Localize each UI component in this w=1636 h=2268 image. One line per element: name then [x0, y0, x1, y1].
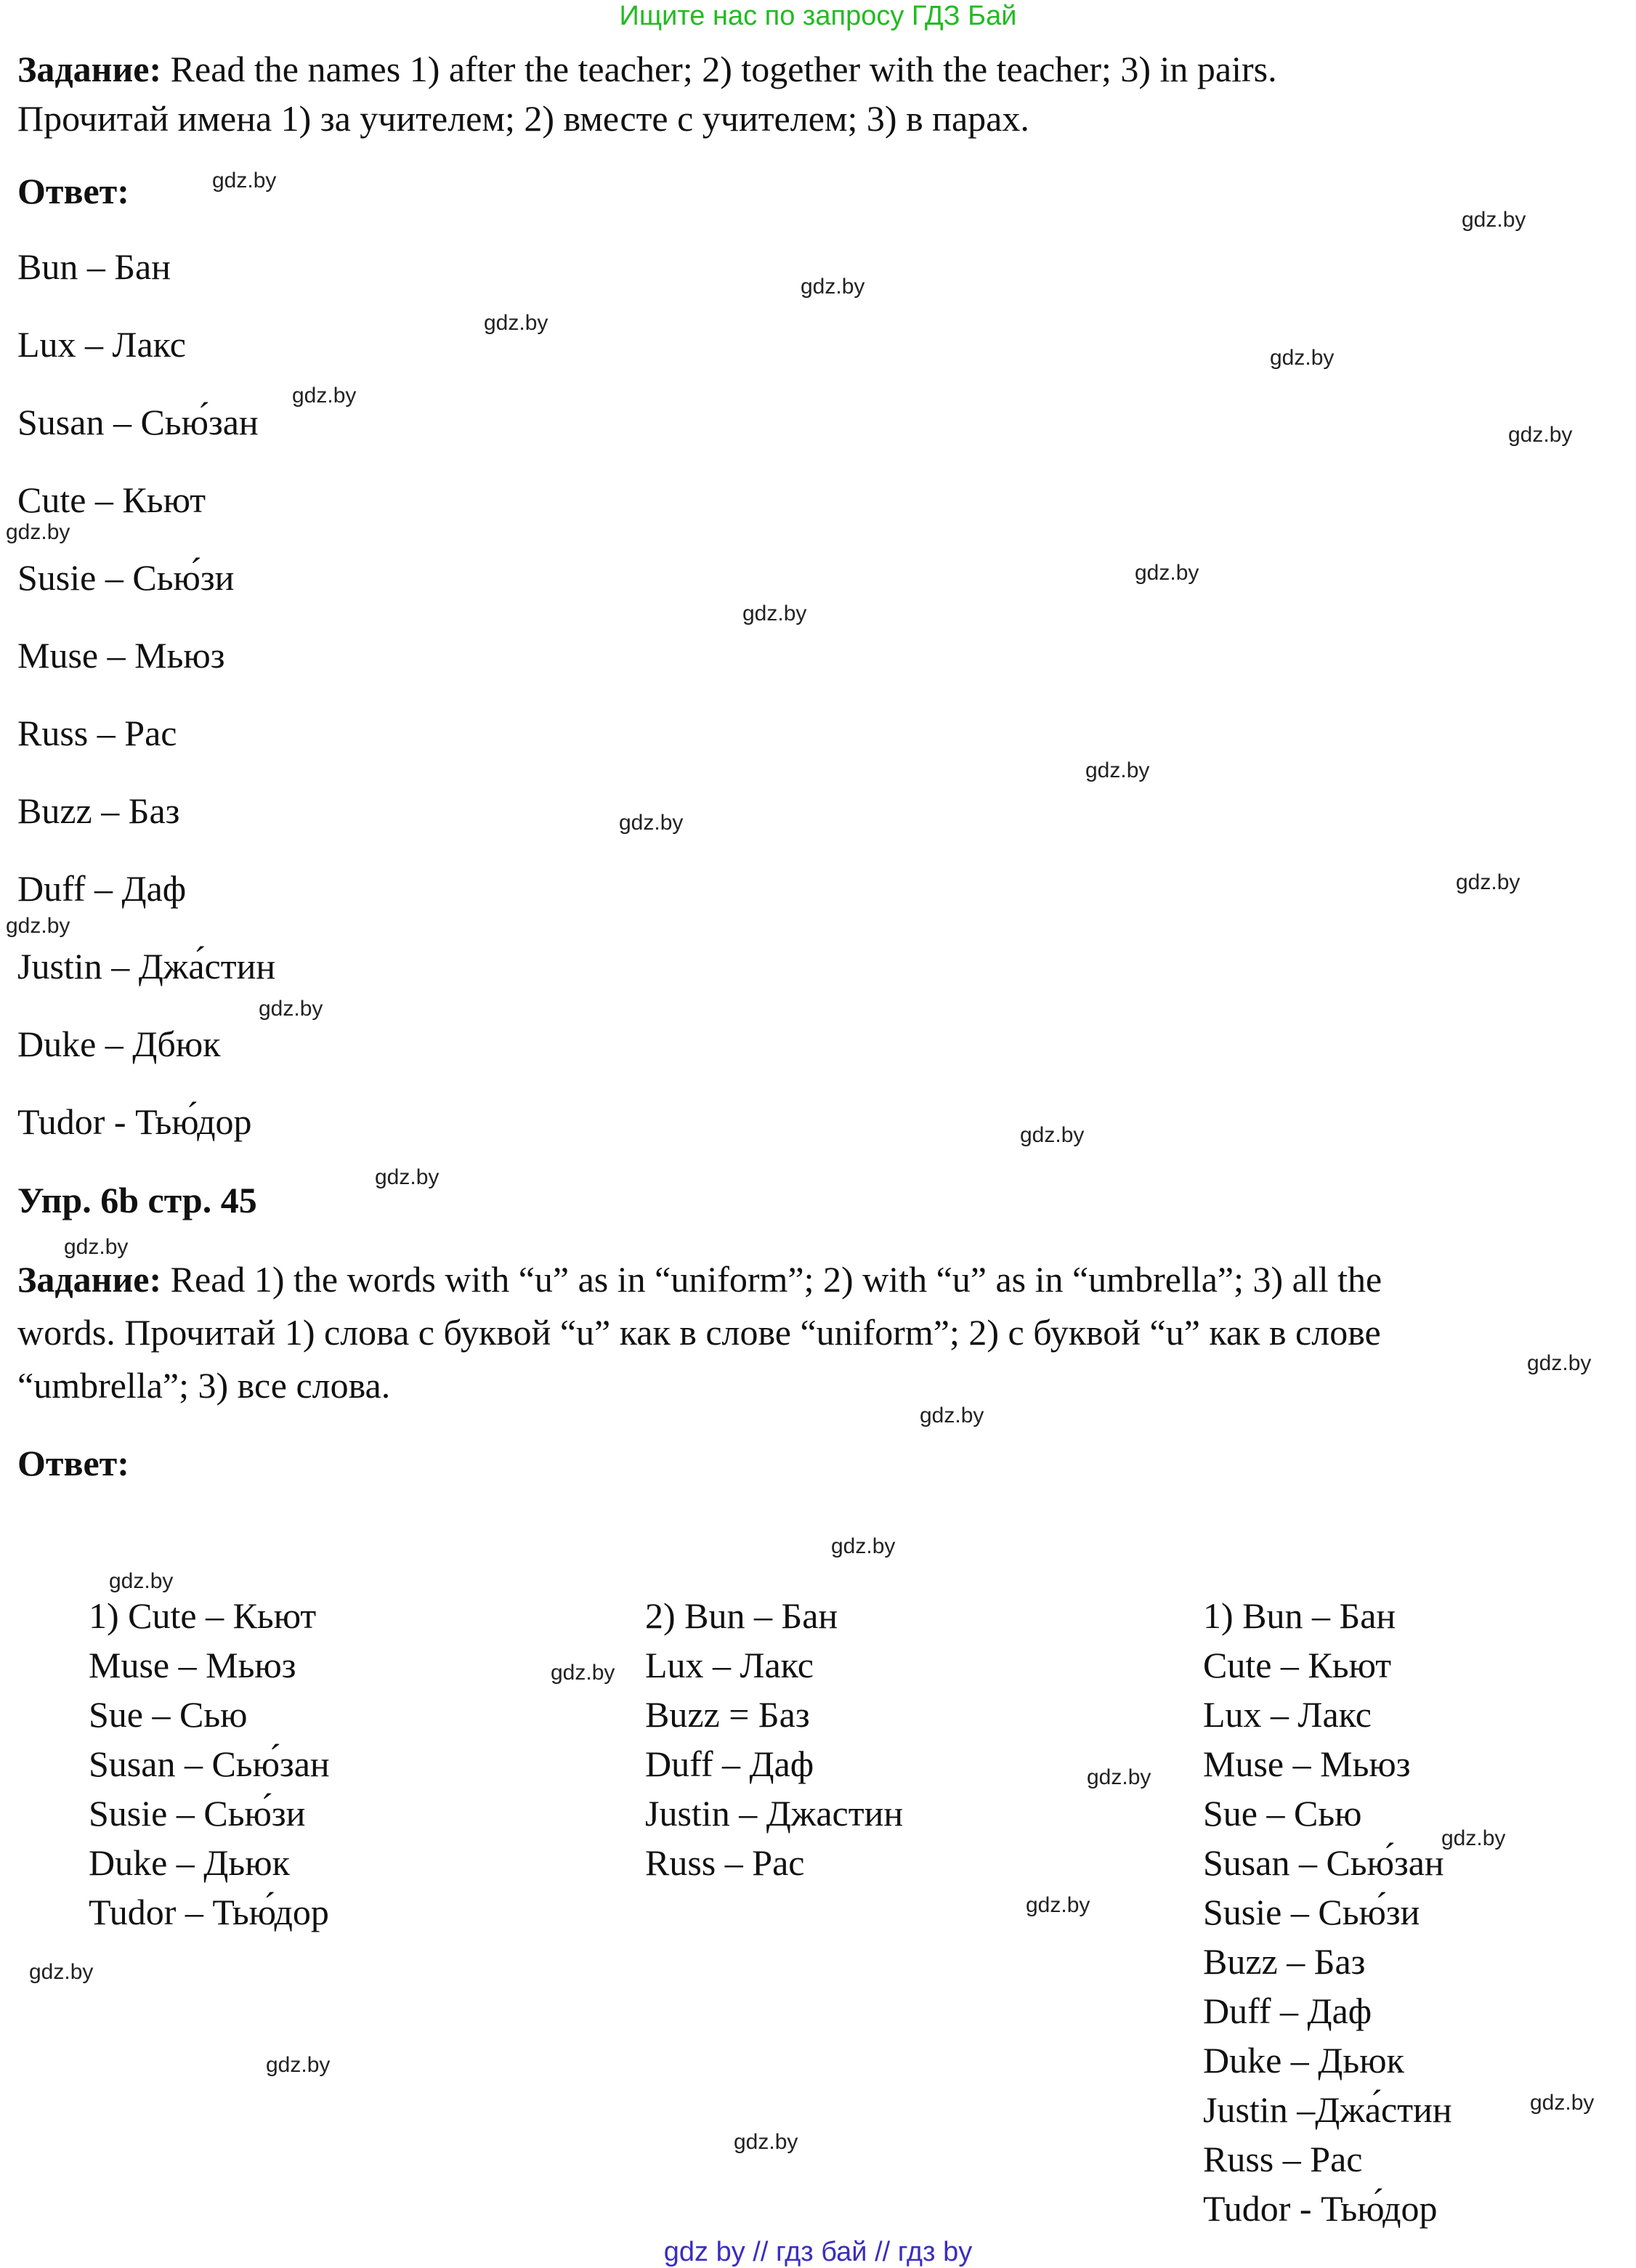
- watermark: gdz.by: [920, 1404, 984, 1427]
- list-item: Justin – Джастин: [645, 1793, 904, 1834]
- list-item: Buzz = Баз: [645, 1694, 810, 1735]
- task-line-en: [17, 47, 1277, 91]
- list-item: Susie – Сью́зи: [1203, 1892, 1420, 1932]
- list-item: Susan – Сью́зан: [89, 1743, 330, 1784]
- list-item: 2) Bun – Бан: [645, 1595, 838, 1636]
- list-item: Duke – Дьюк: [89, 1842, 290, 1883]
- watermark: gdz.by: [1462, 208, 1526, 232]
- task-line-2: words. Прочитай 1) слова с буквой “u” как в слове “uniform”; 2) с буквой “u” как в слове: [17, 1312, 1381, 1353]
- list-item: 1) Cute – Кьют: [89, 1595, 317, 1636]
- task-text-1: Read 1) the words with “u” as in “uniform”; 2) with “u” as in “umbrella”; 3) all the: [170, 1259, 1382, 1300]
- list-item: Susie – Сью́зи: [89, 1793, 306, 1834]
- watermark: gdz.by: [1530, 2091, 1595, 2115]
- list-item: Russ – Рас: [1203, 2139, 1363, 2179]
- name-item: Muse – Мьюз: [17, 635, 225, 676]
- task-text-en: Read the names 1) after the teacher; 2) together with the teacher; 3) in pairs.: [170, 49, 1277, 89]
- watermark: gdz.by: [484, 311, 548, 335]
- watermark: gdz.by: [1270, 346, 1335, 370]
- list-item: Susan – Сью́зан: [1203, 1842, 1444, 1883]
- answer-column-1: [89, 1591, 330, 1937]
- answer-label: Ответ:: [17, 1443, 129, 1483]
- watermark: gdz.by: [1441, 1826, 1506, 1850]
- watermark: gdz.by: [831, 1534, 896, 1558]
- name-item: Tudor - Тью́дор: [17, 1101, 252, 1142]
- name-item: Russ – Рас: [17, 713, 177, 753]
- task-label: Задание:: [17, 1259, 162, 1300]
- watermark: gdz.by: [1026, 1893, 1090, 1917]
- list-item: Justin –Джа́стин: [1203, 2089, 1452, 2130]
- list-item: Muse – Мьюз: [1203, 1743, 1411, 1784]
- task-line-1: [17, 1257, 1382, 1301]
- watermark: gdz.by: [266, 2053, 331, 2077]
- watermark: gdz.by: [1085, 758, 1150, 782]
- exercise-heading: Упр. 6b стр. 45: [17, 1180, 257, 1220]
- watermark: gdz.by: [551, 1661, 615, 1685]
- list-item: Lux – Лакс: [1203, 1694, 1372, 1735]
- task-line-ru: Прочитай имена 1) за учителем; 2) вместе с учителем; 3) в парах.: [17, 98, 1029, 139]
- watermark: gdz.by: [212, 169, 277, 193]
- watermark: gdz.by: [742, 602, 807, 625]
- list-item: Tudor – Тью́дор: [89, 1892, 329, 1932]
- watermark: gdz.by: [1135, 561, 1199, 585]
- list-item: Duke – Дьюк: [1203, 2040, 1404, 2081]
- watermark: gdz.by: [292, 384, 357, 408]
- task-line-3: “umbrella”; 3) все слова.: [17, 1365, 391, 1406]
- list-item: Cute – Кьют: [1203, 1645, 1392, 1685]
- list-item: Lux – Лакс: [645, 1645, 814, 1685]
- list-item: Muse – Мьюз: [89, 1645, 296, 1685]
- watermark: gdz.by: [6, 520, 70, 544]
- answer-label: Ответ:: [17, 171, 129, 211]
- watermark: gdz.by: [1020, 1123, 1085, 1147]
- list-item: Sue – Сью: [1203, 1793, 1362, 1834]
- list-item: Buzz – Баз: [1203, 1941, 1366, 1982]
- watermark: gdz.by: [375, 1165, 440, 1189]
- name-item: Duke – Дбюк: [17, 1024, 221, 1064]
- name-item: Bun – Бан: [17, 246, 171, 287]
- list-item: Sue – Сью: [89, 1694, 248, 1735]
- list-item: Duff – Даф: [645, 1743, 814, 1784]
- name-item: Duff – Даф: [17, 868, 187, 909]
- watermark: gdz.by: [29, 1960, 94, 1984]
- list-item: 1) Bun – Бан: [1203, 1595, 1396, 1636]
- name-item: Lux – Лакс: [17, 324, 186, 365]
- watermark: gdz.by: [259, 997, 323, 1021]
- watermark: gdz.by: [109, 1569, 174, 1593]
- watermark: gdz.by: [1508, 423, 1573, 447]
- watermark: gdz.by: [64, 1235, 129, 1259]
- name-item: Cute – Кьют: [17, 479, 206, 520]
- name-item: Susie – Сью́зи: [17, 557, 235, 598]
- name-item: Justin – Джа́стин: [17, 946, 276, 987]
- list-item: Duff – Даф: [1203, 1990, 1372, 2031]
- list-item: Tudor - Тью́дор: [1203, 2188, 1438, 2229]
- watermark: gdz.by: [6, 914, 70, 938]
- watermark: gdz.by: [619, 811, 684, 835]
- watermark: gdz.by: [1087, 1765, 1151, 1789]
- list-item: Russ – Рас: [645, 1842, 805, 1883]
- watermark: gdz.by: [801, 275, 865, 299]
- name-item: Buzz – Баз: [17, 790, 180, 831]
- answer-column-3: [1203, 1591, 1452, 2233]
- watermark: gdz.by: [1527, 1351, 1592, 1375]
- top-banner[interactable]: Ищите нас по запросу ГДЗ Бай: [619, 1, 1017, 31]
- answer-column-2: [645, 1591, 903, 1887]
- footer-links[interactable]: gdz by // гдз бай // гдз by: [663, 2237, 973, 2267]
- watermark: gdz.by: [1456, 870, 1520, 894]
- name-item: Susan – Сью́зан: [17, 402, 259, 442]
- watermark: gdz.by: [734, 2130, 798, 2154]
- task-label: Задание:: [17, 49, 162, 89]
